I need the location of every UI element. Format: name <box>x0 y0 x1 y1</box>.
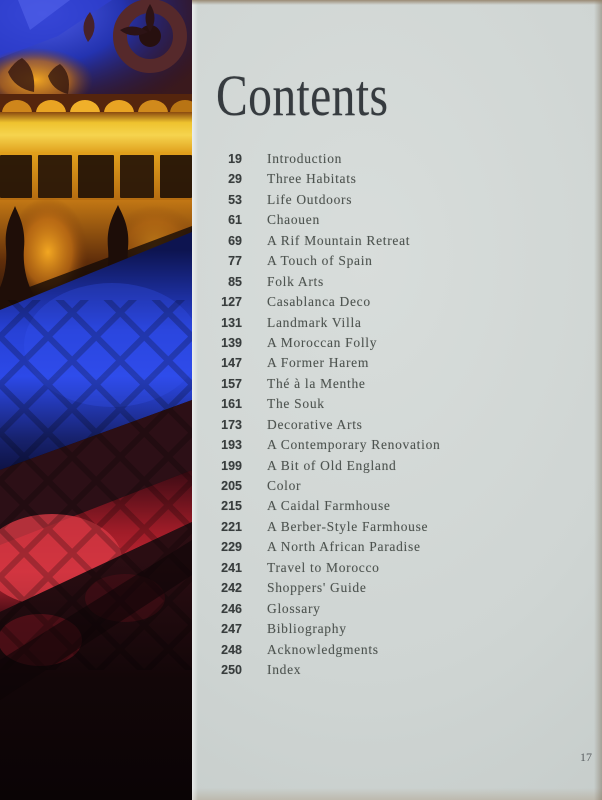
toc-entry-page-number: 248 <box>221 642 242 657</box>
toc-entry-title: Chaouen <box>267 212 320 228</box>
toc-entry-title: Acknowledgments <box>267 641 379 657</box>
toc-entry <box>192 558 602 578</box>
toc-entry-title: A Caidal Farmhouse <box>267 498 391 514</box>
toc-entry <box>192 619 602 639</box>
toc-entry-title: A Touch of Spain <box>267 253 373 269</box>
toc-entry-title: Shoppers' Guide <box>267 580 367 596</box>
toc-entry <box>192 210 602 230</box>
toc-list <box>192 149 602 680</box>
carved-plaster-frieze <box>0 0 192 115</box>
toc-entry-title: A Bit of Old England <box>267 457 397 473</box>
toc-entry-page-number: 69 <box>228 233 242 248</box>
toc-entry-title: Decorative Arts <box>267 416 363 432</box>
toc-entry-page-number: 221 <box>221 519 242 534</box>
toc-entry-page-number: 139 <box>221 335 242 350</box>
toc-entry-page-number: 77 <box>228 254 242 269</box>
toc-entry <box>192 415 602 435</box>
toc-entry <box>192 190 602 210</box>
toc-entry <box>192 599 602 619</box>
toc-entry-title: The Souk <box>267 396 325 412</box>
toc-entry-title: Casablanca Deco <box>267 294 371 310</box>
toc-entry <box>192 231 602 251</box>
toc-entry-page-number: 131 <box>221 315 242 330</box>
page-title: Contents <box>216 63 389 128</box>
toc-entry <box>192 292 602 312</box>
toc-entry-title: A Berber-Style Farmhouse <box>267 518 429 534</box>
toc-entry-title: A Moroccan Folly <box>267 334 378 350</box>
toc-entry-page-number: 85 <box>228 274 242 289</box>
toc-entry-page-number: 246 <box>221 601 242 616</box>
diamond-grid-overlay <box>0 300 192 700</box>
toc-entry-title: Index <box>267 661 302 677</box>
contents-page <box>192 0 602 800</box>
toc-entry <box>192 435 602 455</box>
toc-entry <box>192 496 602 516</box>
toc-entry-page-number: 242 <box>221 581 242 596</box>
toc-entry-title: Glossary <box>267 600 321 616</box>
toc-entry-page-number: 161 <box>221 397 242 412</box>
toc-entry-page-number: 19 <box>228 152 242 166</box>
toc-entry-title: Three Habitats <box>267 171 357 187</box>
toc-entry-page-number: 241 <box>221 560 242 575</box>
toc-entry-page-number: 147 <box>221 356 242 371</box>
toc-entry-title: A Rif Mountain Retreat <box>267 232 411 248</box>
toc-entry-page-number: 205 <box>221 479 242 493</box>
toc-entry-title: A Former Harem <box>267 355 370 371</box>
toc-entry <box>192 149 602 169</box>
tiles-photo-illustration <box>0 0 192 800</box>
toc-entry-page-number: 61 <box>228 213 242 228</box>
toc-entry <box>192 374 602 394</box>
toc-entry <box>192 476 602 496</box>
toc-entry <box>192 333 602 353</box>
toc-entry-page-number: 247 <box>221 622 242 637</box>
toc-entry <box>192 640 602 660</box>
toc-entry-title: Thé à la Menthe <box>267 375 366 391</box>
moroccan-tiles-photo <box>0 0 192 800</box>
toc-entry-page-number: 157 <box>221 376 242 391</box>
toc-entry <box>192 169 602 189</box>
toc-entry <box>192 456 602 476</box>
toc-entry-title: Color <box>267 478 302 493</box>
toc-entry-title: Folk Arts <box>267 273 324 289</box>
toc-entry <box>192 251 602 271</box>
toc-entry <box>192 394 602 414</box>
toc-entry <box>192 353 602 373</box>
toc-entry-page-number: 173 <box>221 417 242 432</box>
page-number: 17 <box>580 750 592 764</box>
toc-entry <box>192 272 602 292</box>
toc-entry-page-number: 193 <box>221 438 242 453</box>
toc-entry-title: Landmark Villa <box>267 314 362 330</box>
toc-entry-title: Introduction <box>267 151 343 166</box>
toc-entry <box>192 537 602 557</box>
toc-entry-title: A North African Paradise <box>267 539 421 555</box>
toc-entry <box>192 660 602 680</box>
toc-entry-title: Travel to Morocco <box>267 559 380 575</box>
toc-entry <box>192 517 602 537</box>
toc-entry-page-number: 29 <box>228 172 242 187</box>
toc-entry-page-number: 53 <box>228 192 242 207</box>
toc-entry-title: Life Outdoors <box>267 191 353 207</box>
toc-entry-title: Bibliography <box>267 621 347 637</box>
toc-entry-page-number: 229 <box>221 540 242 555</box>
toc-entry <box>192 578 602 598</box>
toc-entry-page-number: 127 <box>221 295 242 310</box>
toc-entry-page-number: 215 <box>221 499 242 514</box>
toc-entry-page-number: 199 <box>221 458 242 473</box>
toc-entry-page-number: 250 <box>221 662 242 677</box>
toc-entry-title: A Contemporary Renovation <box>267 437 441 453</box>
toc-entry <box>192 313 602 333</box>
